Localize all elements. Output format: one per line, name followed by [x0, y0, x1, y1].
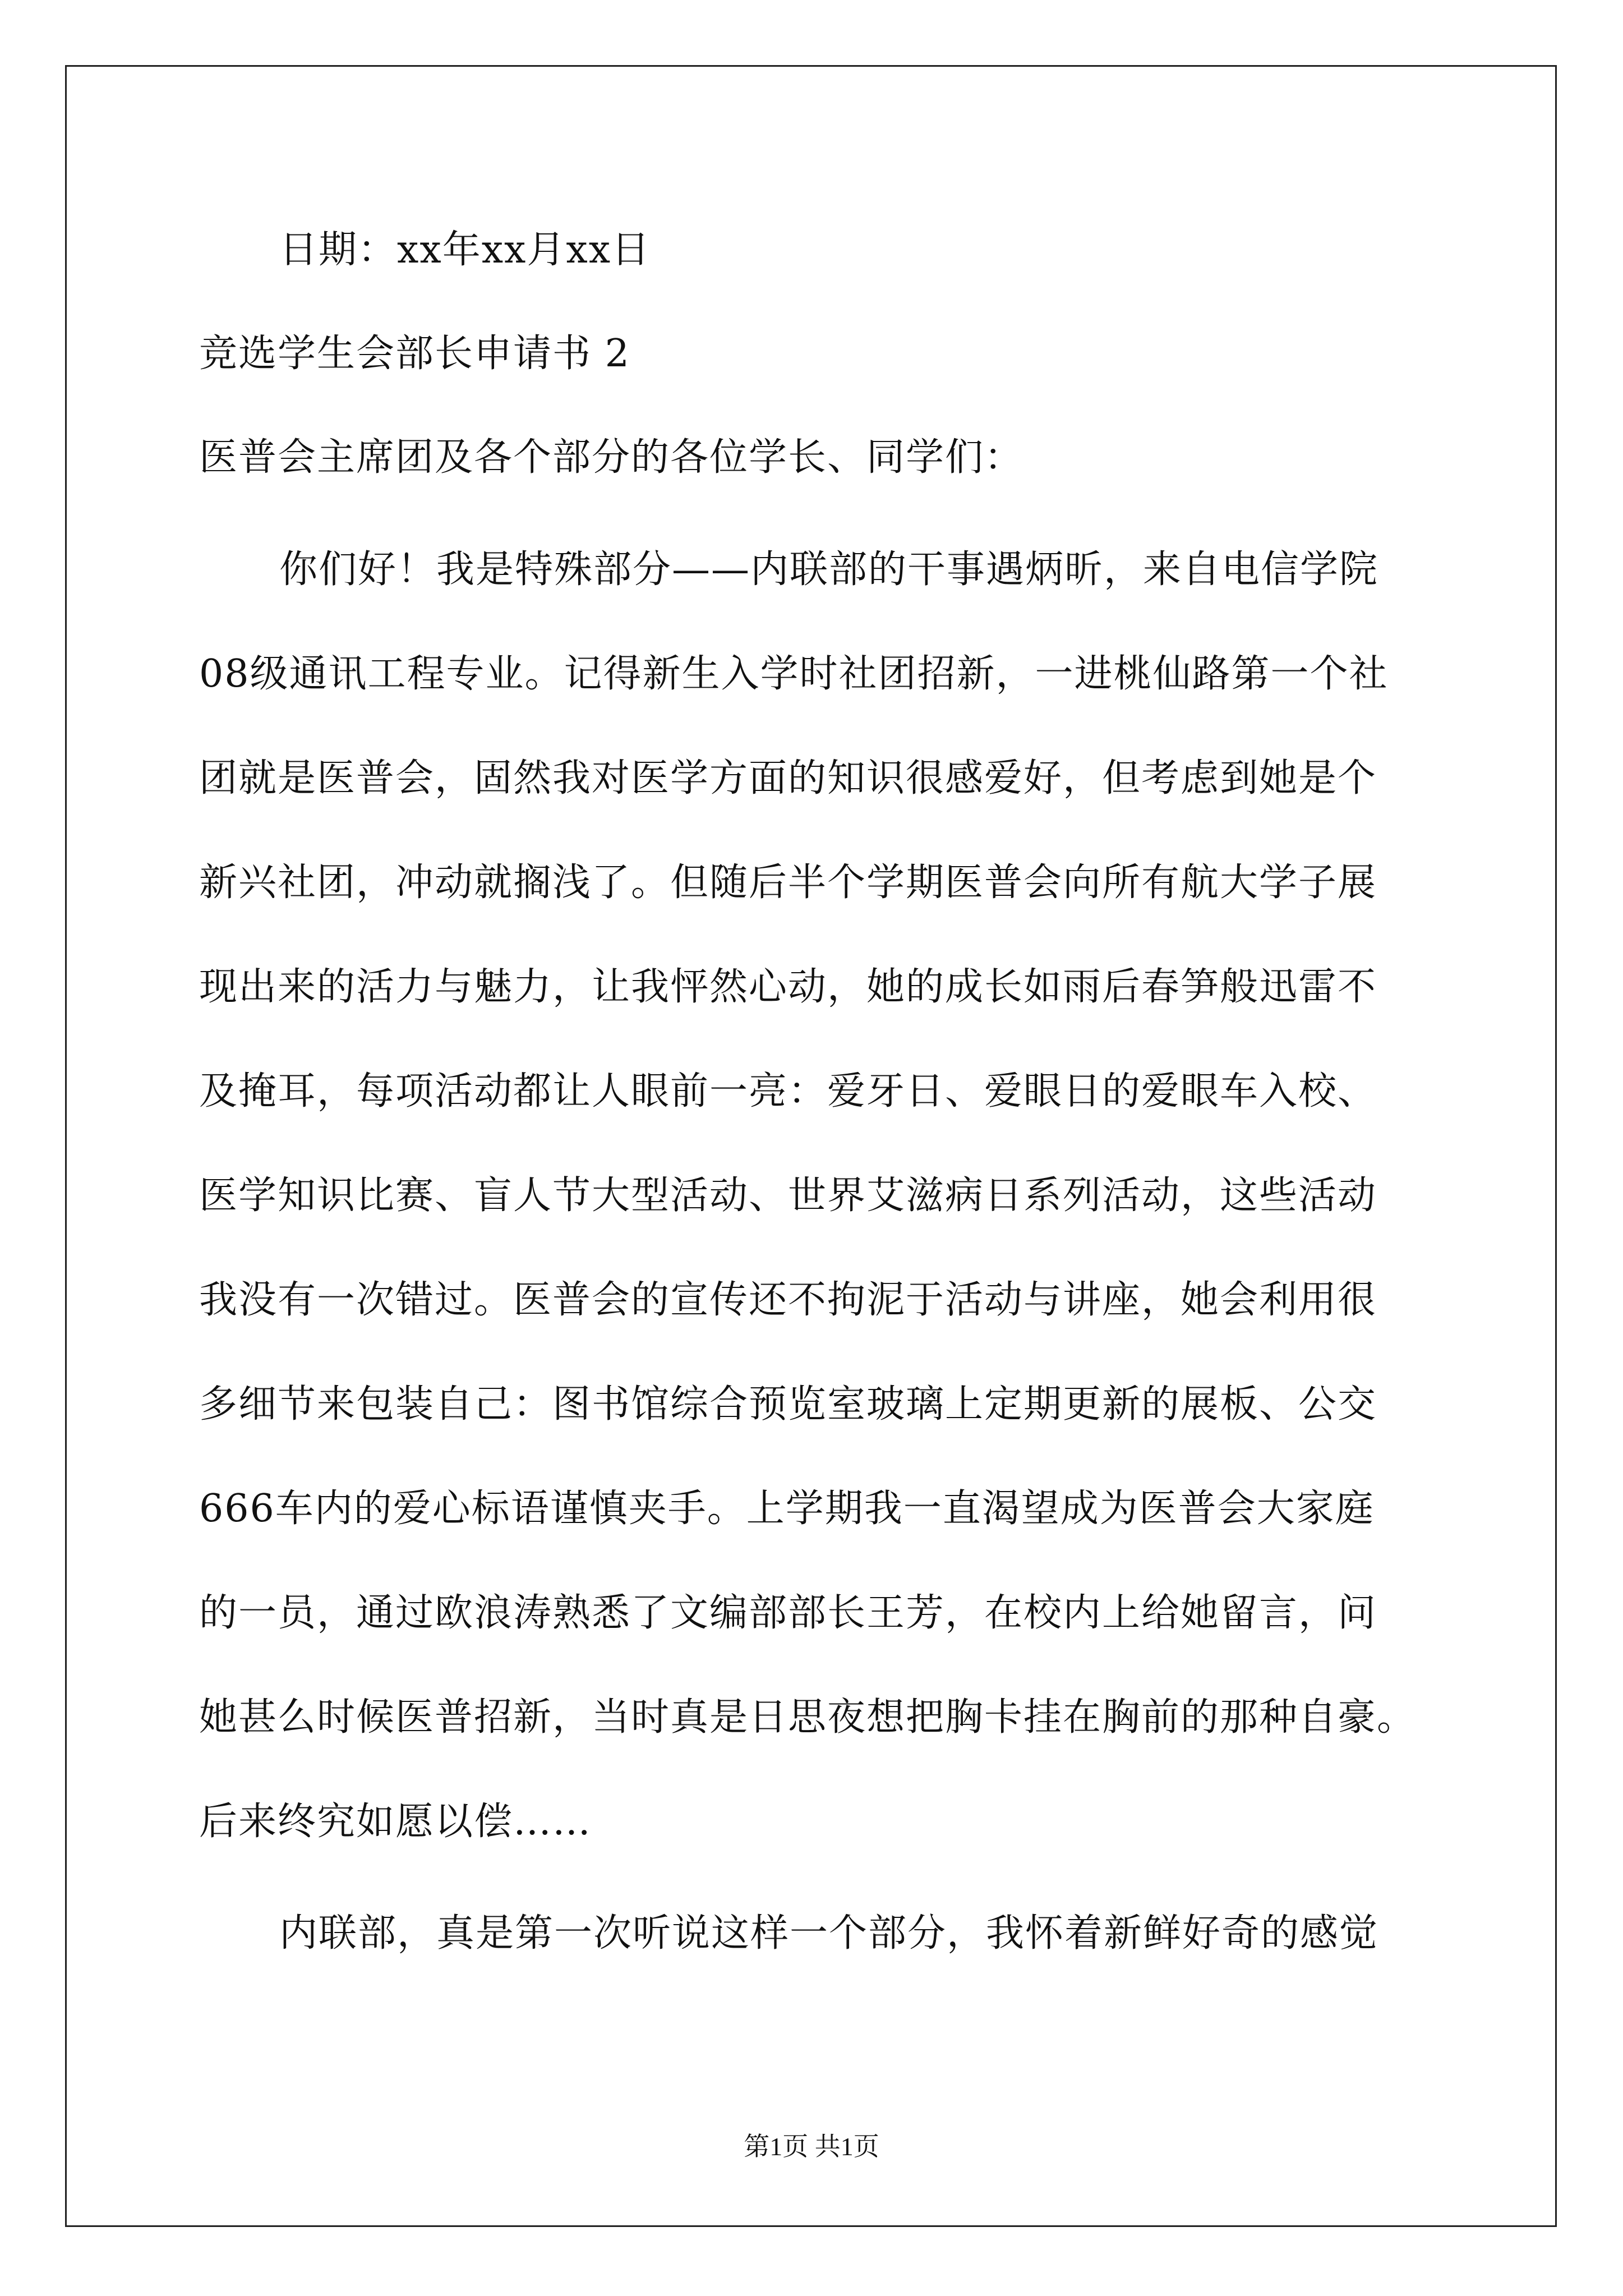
paragraph-line: 多细节来包装自己：图书馆综合预览室玻璃上定期更新的展板、公交	[199, 1382, 1377, 1427]
paragraph-line: 新兴社团，冲动就搁浅了。但随后半个学期医普会向所有航大学子展	[199, 861, 1377, 905]
page-border	[65, 65, 1557, 2227]
paragraph-line: 666车内的爱心标语谨慎夹手。上学期我一直渴望成为医普会大家庭	[199, 1487, 1375, 1531]
paragraph-line: 的一员，通过欧浪涛熟悉了文编部部长王芳，在校内上给她留言，问	[199, 1591, 1377, 1635]
document-title: 竞选学生会部长申请书 2	[199, 332, 630, 376]
page-footer: 第1页 共1页	[744, 2132, 879, 2161]
paragraph-line: 她甚么时候医普招新，当时真是日思夜想把胸卡挂在胸前的那种自豪。	[199, 1695, 1417, 1740]
paragraph-line: 及掩耳，每项活动都让人眼前一亮：爱牙日、爱眼日的爱眼车入校、	[199, 1069, 1377, 1114]
date-line: 日期：xx年xx月xx日	[279, 228, 651, 272]
paragraph-line: 内联部，真是第一次听说这样一个部分，我怀着新鲜好奇的感觉	[279, 1911, 1379, 1955]
paragraph-line: 后来终究如愿以偿……	[199, 1800, 592, 1844]
paragraph-line: 你们好！我是特殊部分——内联部的干事遇炳昕，来自电信学院	[279, 547, 1379, 592]
paragraph-line: 08级通讯工程专业。记得新生入学时社团招新，一进桃仙路第一个社	[199, 652, 1389, 696]
paragraph-line: 我没有一次错过。医普会的宣传还不拘泥于活动与讲座，她会利用很	[199, 1278, 1377, 1322]
paragraph-line: 医学知识比赛、盲人节大型活动、世界艾滋病日系列活动，这些活动	[199, 1174, 1377, 1218]
salutation: 医普会主席团及各个部分的各位学长、同学们：	[199, 435, 1024, 480]
paragraph-line: 现出来的活力与魅力，让我怦然心动，她的成长如雨后春笋般迅雷不	[199, 965, 1377, 1009]
paragraph-line: 团就是医普会，固然我对医学方面的知识很感爱好，但考虑到她是个	[199, 756, 1377, 800]
